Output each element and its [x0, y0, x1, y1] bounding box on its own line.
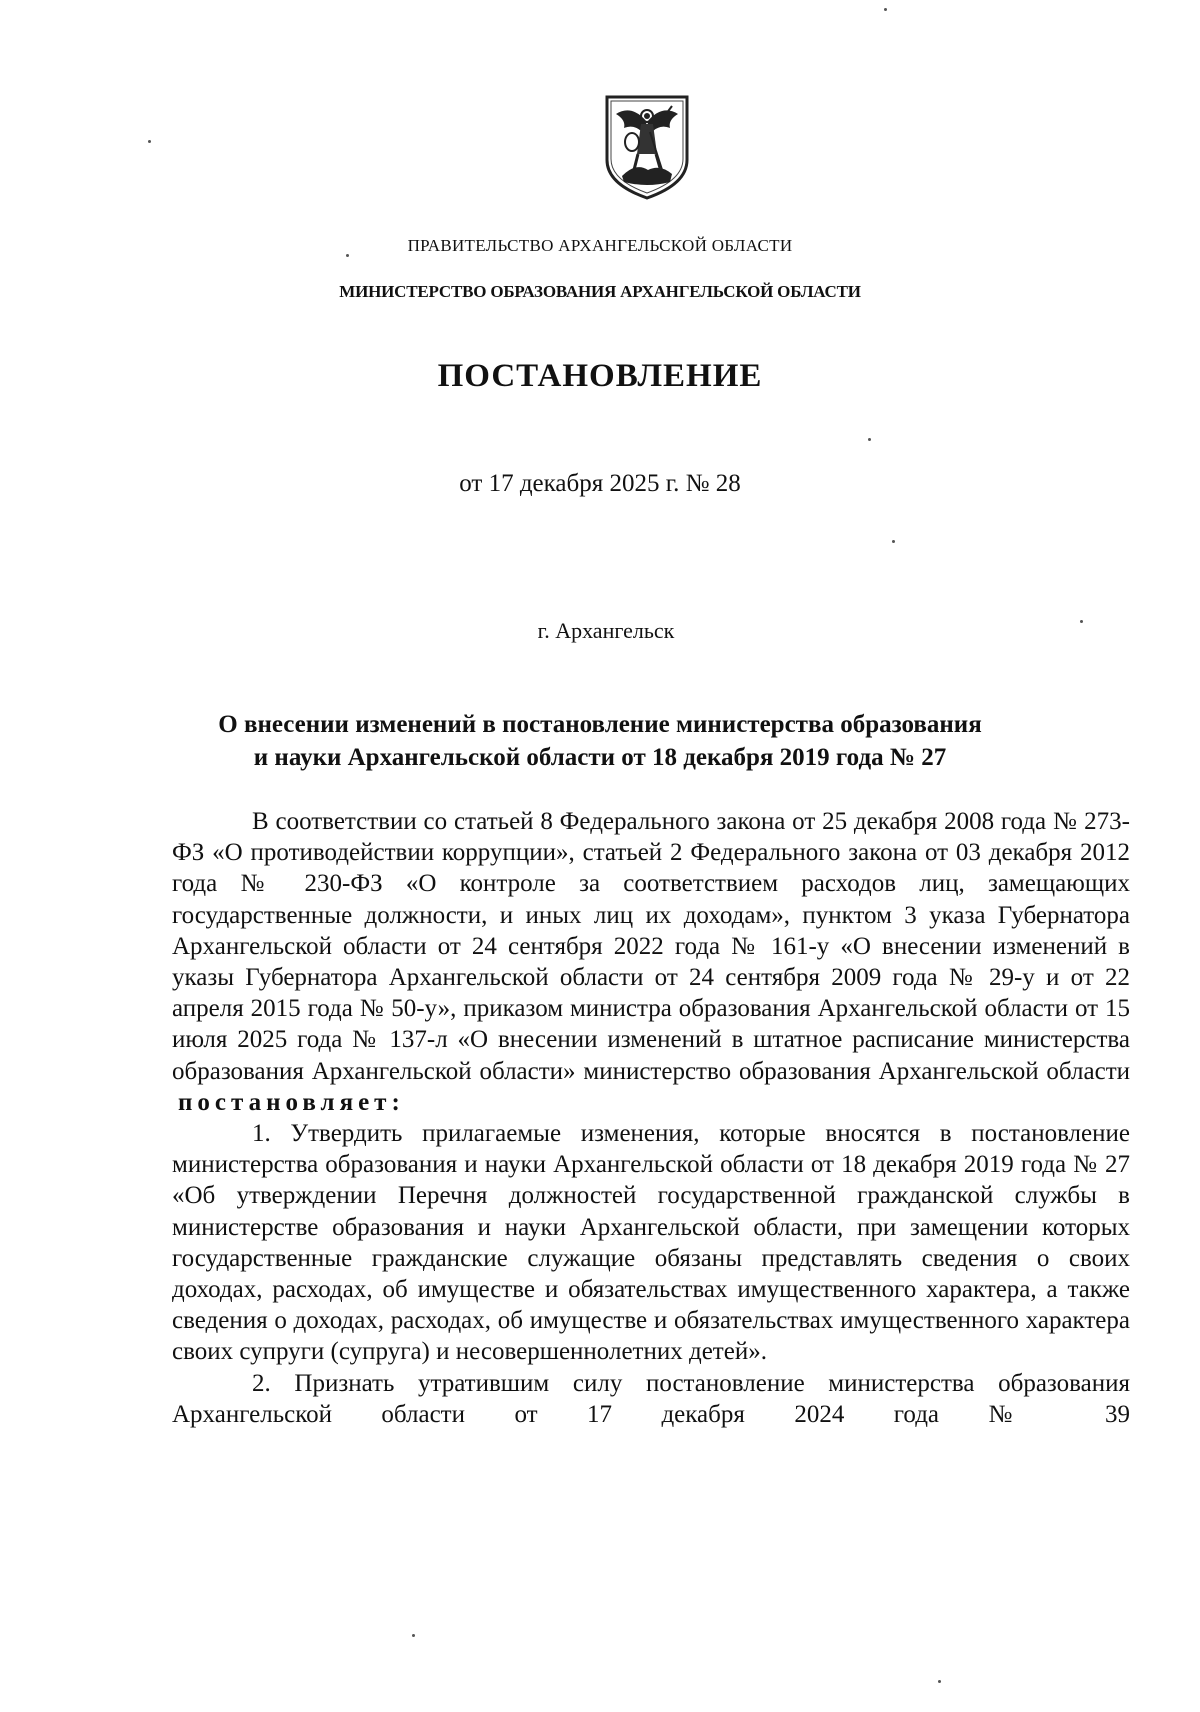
document-title-line-2: и науки Архангельской области от 18 декабря 2019 года № 27: [253, 744, 947, 771]
scan-speck: [884, 8, 887, 11]
scan-speck: [1080, 620, 1083, 623]
document-city: г. Архангельск: [537, 618, 675, 643]
coat-of-arms-icon: [602, 92, 692, 202]
item-1-paragraph: 1. Утвердить прилагаемые изменения, которые вносятся в постановление министерства образования и науки Архангельской области от 18 декабря 2019 года № 27 «Об утверждении Перечня должностей государственной гражданской службы в министерстве образования и науки Архангельской области, при замещении которых государственные гражданские служащие обязаны представлять сведения о своих доходах, расходах, об имуществе и обязательствах имущественного характера, а также сведения о доходах, расходах, об имуществе и обязательствах имущественного характера своих супруги (супруга) и несовершеннолетних детей».: [172, 1120, 1130, 1366]
scan-speck: [148, 140, 151, 143]
decree-word: постановляет:: [178, 1088, 405, 1116]
item-2-paragraph: 2. Признать утратившим силу постановление министерства образования Архангельской области от 17 декабря 2024 года № 39: [172, 1369, 1130, 1428]
document-title: [0, 708, 1200, 774]
scan-speck: [346, 254, 349, 257]
scan-speck: [938, 1680, 941, 1683]
government-heading: ПРАВИТЕЛЬСТВО АРХАНГЕЛЬСКОЙ ОБЛАСТИ: [407, 236, 793, 255]
scan-speck: [868, 438, 871, 441]
document-body: [172, 806, 1130, 1430]
document-type: ПОСТАНОВЛЕНИЕ: [437, 358, 763, 394]
ministry-heading: МИНИСТЕРСТВО ОБРАЗОВАНИЯ АРХАНГЕЛЬСКОЙ ОБЛАСТИ: [339, 282, 861, 301]
document-date-number: от 17 декабря 2025 г. № 28: [459, 470, 741, 497]
document-title-line-1: О внесении изменений в постановление министерства образования: [218, 711, 982, 738]
preamble-paragraph: В соответствии со статьей 8 Федерального закона от 25 декабря 2008 года № 273-ФЗ «О противодействии коррупции», статьей 2 Федерального закона от 03 декабря 2012 года № 230-ФЗ «О контроле за соответствием расходов лиц, замещающих государственные должности, и иных лиц их доходам», пунктом 3 указа Губернатора Архангельской области от 24 сентября 2022 года № 161-у «О внесении изменений в указы Губернатора Архангельской области от 24 сентября 2009 года № 29-у и от 22 апреля 2015 года № 50-у», приказом министра образования Архангельской области от 15 июля 2025 года № 137-л «О внесении изменений в штатное расписание министерства образования Архангельской области» министерство образования Архангельской области: [172, 808, 1130, 1085]
scan-speck: [412, 1634, 415, 1637]
scan-speck: [892, 540, 895, 543]
